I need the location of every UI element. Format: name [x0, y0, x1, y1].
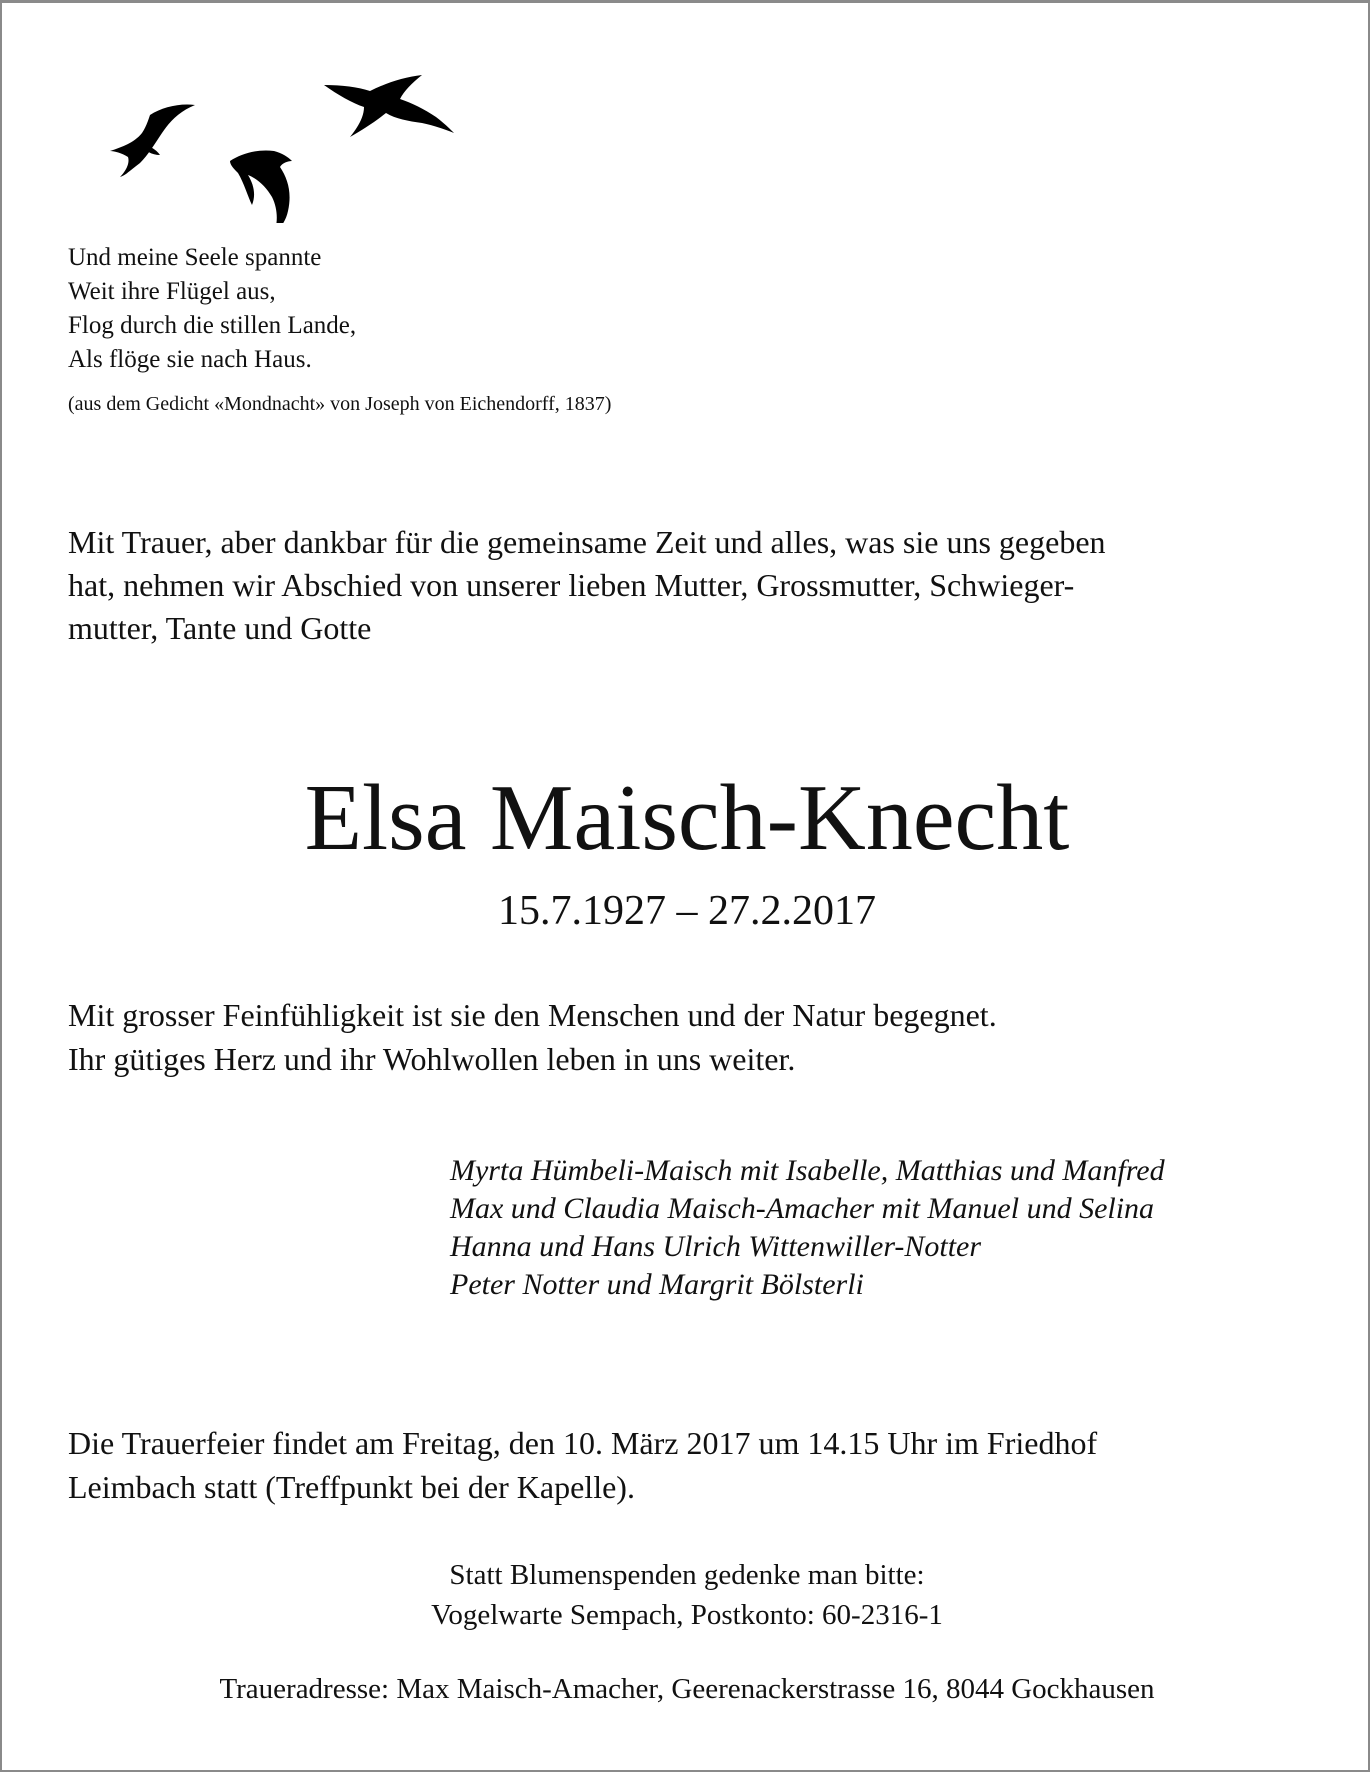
family-member: Peter Notter und Margrit Bölsterli — [450, 1268, 864, 1301]
family-member: Myrta Hümbeli-Maisch mit Isabelle, Matthias und Manfred — [450, 1154, 1165, 1187]
service-line: Die Trauerfeier findet am Freitag, den 10. März 2017 um 14.15 Uhr im Friedhof — [68, 1425, 1098, 1461]
intro-line: hat, nehmen wir Abschied von unserer lieben Mutter, Grossmutter, Schwieger- — [68, 567, 1075, 603]
poem-line: Und meine Seele spannte — [68, 244, 322, 271]
deceased-name: Elsa Maisch-Knecht — [304, 766, 1070, 870]
swallow-birds-icon — [52, 33, 492, 223]
life-dates: 15.7.1927 – 27.2.2017 — [498, 888, 876, 934]
donation-info — [2, 1555, 1370, 1635]
mourning-address: Traueradresse: Max Maisch-Amacher, Geerenackerstrasse 16, 8044 Gockhausen — [219, 1673, 1155, 1705]
poem-line: Als flöge sie nach Haus. — [68, 346, 312, 373]
tribute-paragraph — [68, 993, 997, 1081]
tribute-line: Mit grosser Feinfühligkeit ist sie den Menschen und der Natur begegnet. — [68, 997, 997, 1033]
service-info — [68, 1421, 1097, 1509]
intro-line: mutter, Tante und Gotte — [68, 610, 372, 646]
family-list — [450, 1152, 1165, 1304]
intro-line: Mit Trauer, aber dankbar für die gemeinsame Zeit und alles, was sie uns gegeben — [68, 524, 1106, 560]
family-member: Hanna und Hans Ulrich Wittenwiller-Notter — [450, 1230, 982, 1263]
poem-source: (aus dem Gedicht «Mondnacht» von Joseph von Eichendorff, 1837) — [68, 393, 612, 415]
intro-paragraph — [68, 521, 1318, 650]
poem-line: Flog durch die stillen Lande, — [68, 312, 357, 339]
poem-line: Weit ihre Flügel aus, — [68, 278, 276, 305]
donation-line: Vogelwarte Sempach, Postkonto: 60-2316-1 — [431, 1599, 943, 1631]
tribute-line: Ihr gütiges Herz und ihr Wohlwollen leben in uns weiter. — [68, 1041, 796, 1077]
family-member: Max und Claudia Maisch-Amacher mit Manuel und Selina — [450, 1192, 1155, 1225]
donation-line: Statt Blumenspenden gedenke man bitte: — [449, 1559, 925, 1591]
poem — [68, 241, 356, 377]
service-line: Leimbach statt (Treffpunkt bei der Kapelle). — [68, 1469, 635, 1505]
